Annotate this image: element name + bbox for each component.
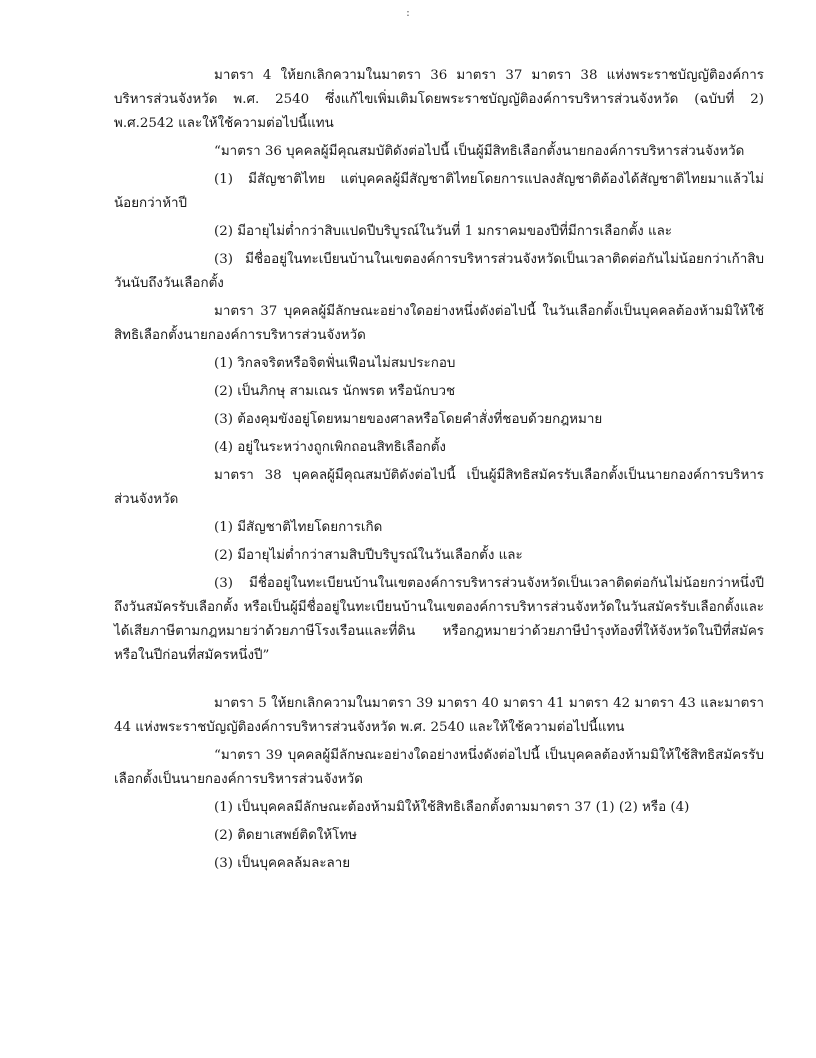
article37-intro: มาตรา 37 บุคคลผู้มีลักษณะอย่างใดอย่างหนึ่งดังต่อไปนี้ ในวันเลือกตั้งเป็นบุคคลต้องห้ามมิให้ใช้สิทธิเลือกตั้งนายกองค์การบริหารส่วนจังหวัด [114, 304, 764, 343]
page-number: : [406, 6, 410, 19]
section-gap [114, 672, 764, 692]
article36-item: (3) มีชื่ออยู่ในทะเบียนบ้านในเขตองค์การบริหารส่วนจังหวัดเป็นเวลาติดต่อกันไม่น้อยกว่าเก้าสิบวันนับถึงวันเลือกตั้ง [114, 252, 764, 291]
article38-item: (1) มีสัญชาติไทยโดยการเกิด [214, 520, 383, 535]
article39-item: (2) ติดยาเสพย์ติดให้โทษ [214, 828, 358, 843]
article38-intro: มาตรา 38 บุคคลผู้มีคุณสมบัติดังต่อไปนี้ เป็นผู้มีสิทธิสมัครรับเลือกตั้งเป็นนายกองค์การบริหารส่วนจังหวัด [114, 468, 764, 507]
article39-item: (1) เป็นบุคคลมีลักษณะต้องห้ามมิให้ใช้สิทธิเลือกตั้งตามมาตรา 37 (1) (2) หรือ (4) [214, 800, 690, 815]
article37-item: (2) เป็นภิกษุ สามเณร นักพรต หรือนักบวช [214, 384, 456, 399]
document-body [114, 64, 764, 880]
article38-item: (2) มีอายุไม่ต่ำกว่าสามสิบปีบริบูรณ์ในวันเลือกตั้ง และ [214, 548, 523, 563]
article37-item: (4) อยู่ในระหว่างถูกเพิกถอนสิทธิเลือกตั้ง [214, 440, 446, 455]
article37-item: (1) วิกลจริตหรือจิตฟั่นเฟือนไม่สมประกอบ [214, 356, 456, 371]
article39-intro: “มาตรา 39 บุคคลผู้มีลักษณะอย่างใดอย่างหนึ่งดังต่อไปนี้ เป็นบุคคลต้องห้ามมิให้ใช้สิทธิสมัครรับเลือกตั้งเป็นนายกองค์การบริหารส่วนจังหวัด [114, 748, 764, 787]
article39-item: (3) เป็นบุคคลล้มละลาย [214, 856, 351, 871]
section5-intro: มาตรา 5 ให้ยกเลิกความในมาตรา 39 มาตรา 40 มาตรา 41 มาตรา 42 มาตรา 43 และมาตรา 44 แห่งพระราชบัญญัติองค์การบริหารส่วนจังหวัด พ.ศ. 2540 และให้ใช้ความต่อไปนี้แทน [114, 696, 764, 735]
article36-item: (1) มีสัญชาติไทย แต่บุคคลผู้มีสัญชาติไทยโดยการแปลงสัญชาติต้องได้สัญชาติไทยมาแล้วไม่น้อยกว่าห้าปี [114, 172, 764, 211]
section4-intro: มาตรา 4 ให้ยกเลิกความในมาตรา 36 มาตรา 37 มาตรา 38 แห่งพระราชบัญญัติองค์การบริหารส่วนจังหวัด พ.ศ. 2540 ซึ่งแก้ไขเพิ่มเติมโดยพระราชบัญญัติองค์การบริหารส่วนจังหวัด (ฉบับที่ 2) พ.ศ.2542 และให้ใช้ความต่อไปนี้แทน [114, 68, 764, 131]
article36-item: (2) มีอายุไม่ต่ำกว่าสิบแปดปีบริบูรณ์ในวันที่ 1 มกราคมของปีที่มีการเลือกตั้ง และ [214, 224, 673, 239]
article37-item: (3) ต้องคุมขังอยู่โดยหมายของศาลหรือโดยคำสั่งที่ชอบด้วยกฎหมาย [214, 412, 603, 427]
article36-intro: “มาตรา 36 บุคคลผู้มีคุณสมบัติดังต่อไปนี้ เป็นผู้มีสิทธิเลือกตั้งนายกองค์การบริหารส่วนจังหวัด [214, 144, 745, 159]
article38-item: (3) มีชื่ออยู่ในทะเบียนบ้านในเขตองค์การบริหารส่วนจังหวัดเป็นเวลาติดต่อกันไม่น้อยกว่าหนึ่งปีถึงวันสมัครรับเลือกตั้ง หรือเป็นผู้มีชื่ออยู่ในทะเบียนบ้านในเขตองค์การบริหารส่วนจังหวัดในวันสมัครรับเลือกตั้งและได้เสียภาษีตามกฎหมายว่าด้วยภาษีโรงเรือนและที่ดิน หรือกฎหมายว่าด้วยภาษีบำรุงท้องที่ให้จังหวัดในปีที่สมัคร หรือในปีก่อนที่สมัครหนึ่งปี” [114, 576, 764, 663]
